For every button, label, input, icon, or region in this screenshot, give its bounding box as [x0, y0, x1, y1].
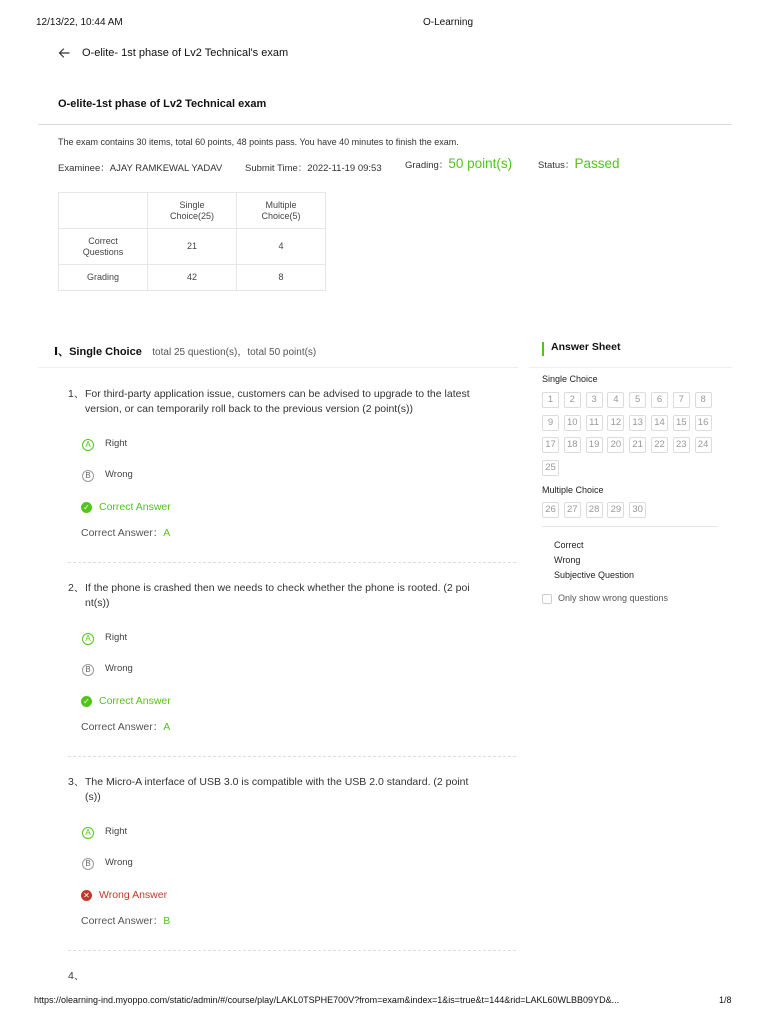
answer-sheet-question-8[interactable]: 8	[695, 392, 712, 408]
only-wrong-label[interactable]: Only show wrong questions	[558, 593, 669, 603]
table-corner	[59, 193, 148, 229]
examinee-value: AJAY RAMKEWAL YADAV	[109, 163, 223, 174]
correct-answer	[81, 525, 170, 540]
answer-sheet-question-12[interactable]: 12	[607, 415, 624, 431]
answer-sheet-question-24[interactable]: 24	[695, 437, 712, 453]
answer-sheet-question-19[interactable]: 19	[586, 437, 603, 453]
correct-answer-label: Correct Answer：	[81, 527, 164, 539]
submit-time-label: Submit Time：	[245, 163, 308, 174]
answer-sheet-question-20[interactable]: 20	[607, 437, 624, 453]
answer-sheet-question-2[interactable]: 2	[564, 392, 581, 408]
row-header-grading: Grading	[59, 265, 148, 291]
option-a-radio[interactable]: A	[82, 633, 94, 645]
answer-sheet-question-10[interactable]: 10	[564, 415, 581, 431]
correct-answer-value: A	[163, 721, 171, 733]
question-number: 3、	[68, 776, 85, 788]
option-a-radio[interactable]: A	[82, 827, 94, 839]
col-header-single: Single Choice(25)	[148, 193, 237, 229]
correct-answer-label: Correct Answer：	[81, 721, 164, 733]
examinee-label: Examinee：	[58, 163, 110, 174]
nav-title: O-elite- 1st phase of Lv2 Technical's exam	[82, 47, 289, 59]
print-page-number: 1/8	[719, 995, 732, 1005]
question-text-line: The Micro-A interface of USB 3.0 is compatible with the USB 2.0 standard. (2 point	[85, 776, 469, 788]
correct-answer	[81, 913, 170, 928]
question-number: 1、	[68, 388, 85, 400]
question-text-line: nt(s))	[85, 597, 110, 609]
correct-answer-label: Correct Answer：	[81, 915, 164, 927]
section-subtitle: total 25 question(s)，total 50 point(s)	[152, 347, 317, 358]
result-text: Wrong Answer	[99, 889, 168, 901]
question-text-line: (s))	[85, 791, 101, 803]
submit-time	[245, 160, 382, 174]
status-value: Passed	[574, 156, 620, 171]
legend-correct: Correct	[554, 540, 584, 550]
question-divider	[68, 950, 516, 951]
grading-label: Grading：	[405, 160, 449, 171]
section-title: Ⅰ、Single Choice	[54, 346, 142, 358]
option-a-radio[interactable]: A	[82, 439, 94, 451]
answer-sheet-question-22[interactable]: 22	[651, 437, 668, 453]
examinee	[58, 160, 222, 174]
cell-grading-single: 42	[148, 265, 237, 291]
answer-sheet-question-26[interactable]: 26	[542, 502, 559, 518]
answer-sheet-question-3[interactable]: 3	[586, 392, 603, 408]
answer-sheet-question-21[interactable]: 21	[629, 437, 646, 453]
option-b-label[interactable]: Wrong	[105, 663, 133, 674]
question-text-line: If the phone is crashed then we needs to check whether the phone is rooted. (2 poi	[85, 582, 470, 594]
answer-sheet-question-16[interactable]: 16	[695, 415, 712, 431]
multiple-choice-label: Multiple Choice	[542, 485, 604, 495]
answer-sheet-question-5[interactable]: 5	[629, 392, 646, 408]
question-divider	[68, 562, 516, 563]
answer-sheet-accent	[542, 342, 544, 356]
option-a-label[interactable]: Right	[105, 632, 128, 643]
answer-sheet-question-6[interactable]: 6	[651, 392, 668, 408]
answer-sheet-question-30[interactable]: 30	[629, 502, 646, 518]
back-arrow-icon[interactable]	[57, 46, 71, 60]
option-b-label[interactable]: Wrong	[105, 469, 133, 480]
divider	[38, 124, 732, 125]
only-wrong-checkbox[interactable]	[542, 594, 552, 604]
x-circle-icon: ✕	[81, 890, 92, 901]
answer-sheet-divider	[529, 367, 732, 368]
cell-correct-single: 21	[148, 229, 237, 265]
answer-sheet-question-7[interactable]: 7	[673, 392, 690, 408]
answer-sheet-question-25[interactable]: 25	[542, 460, 559, 476]
exam-info: The exam contains 30 items, total 60 points, 48 points pass. You have 40 minutes to finish the exam.	[58, 137, 459, 147]
check-circle-icon: ✓	[81, 502, 92, 513]
answer-sheet-question-15[interactable]: 15	[673, 415, 690, 431]
row-header-correct: Correct Questions	[59, 229, 148, 265]
answer-sheet-question-1[interactable]: 1	[542, 392, 559, 408]
question-number: 4、	[68, 970, 85, 982]
option-b-radio[interactable]: B	[82, 664, 94, 676]
section-header	[54, 342, 316, 360]
correct-answer-value: B	[163, 915, 171, 927]
cell-grading-multiple: 8	[237, 265, 326, 291]
col-header-multiple: Multiple Choice(5)	[237, 193, 326, 229]
legend-wrong: Wrong	[554, 555, 581, 565]
answer-sheet-question-23[interactable]: 23	[673, 437, 690, 453]
result-text: Correct Answer	[99, 501, 171, 513]
answer-sheet-question-11[interactable]: 11	[586, 415, 603, 431]
answer-sheet-question-13[interactable]: 13	[629, 415, 646, 431]
section-divider	[38, 367, 518, 368]
question-number: 2、	[68, 582, 85, 594]
question-text-line: version, or can temporarily roll back to the previous version (2 point(s))	[85, 403, 413, 415]
option-b-label[interactable]: Wrong	[105, 857, 133, 868]
score-table	[58, 192, 326, 291]
question-text-line: For third-party application issue, customers can be advised to upgrade to the latest	[85, 388, 470, 400]
check-circle-icon: ✓	[81, 696, 92, 707]
option-a-label[interactable]: Right	[105, 826, 128, 837]
single-choice-label: Single Choice	[542, 374, 598, 384]
option-a-label[interactable]: Right	[105, 438, 128, 449]
grading	[405, 156, 512, 171]
correct-answer-value: A	[163, 527, 171, 539]
answer-sheet-question-9[interactable]: 9	[542, 415, 559, 431]
answer-sheet-question-27[interactable]: 27	[564, 502, 581, 518]
question-divider	[68, 756, 516, 757]
submit-time-value: 2022-11-19 09:53	[307, 163, 382, 174]
option-b-radio[interactable]: B	[82, 470, 94, 482]
legend-divider	[542, 526, 718, 527]
answer-sheet-question-14[interactable]: 14	[651, 415, 668, 431]
answer-sheet-question-18[interactable]: 18	[564, 437, 581, 453]
cell-correct-multiple: 4	[237, 229, 326, 265]
answer-sheet-question-28[interactable]: 28	[586, 502, 603, 518]
result-text: Correct Answer	[99, 695, 171, 707]
option-b-radio[interactable]: B	[82, 858, 94, 870]
answer-sheet-question-4[interactable]: 4	[607, 392, 624, 408]
exam-title: O-elite-1st phase of Lv2 Technical exam	[58, 98, 267, 110]
legend-subjective: Subjective Question	[554, 570, 635, 580]
print-timestamp: 12/13/22, 10:44 AM	[36, 17, 123, 28]
correct-answer	[81, 719, 170, 734]
grading-value: 50 point(s)	[448, 156, 513, 171]
print-url: https://olearning-ind.myoppo.com/static/admin/#/course/play/LAKL0TSPHE700V?from=exam&index=1&is=true&t=144&rid=LAKL60WLBB09YD&...	[34, 995, 620, 1005]
print-page-title: O-Learning	[423, 17, 474, 28]
status-label: Status：	[538, 160, 575, 171]
answer-sheet-title: Answer Sheet	[551, 341, 621, 353]
answer-sheet-question-17[interactable]: 17	[542, 437, 559, 453]
status	[538, 156, 619, 171]
answer-sheet-question-29[interactable]: 29	[607, 502, 624, 518]
